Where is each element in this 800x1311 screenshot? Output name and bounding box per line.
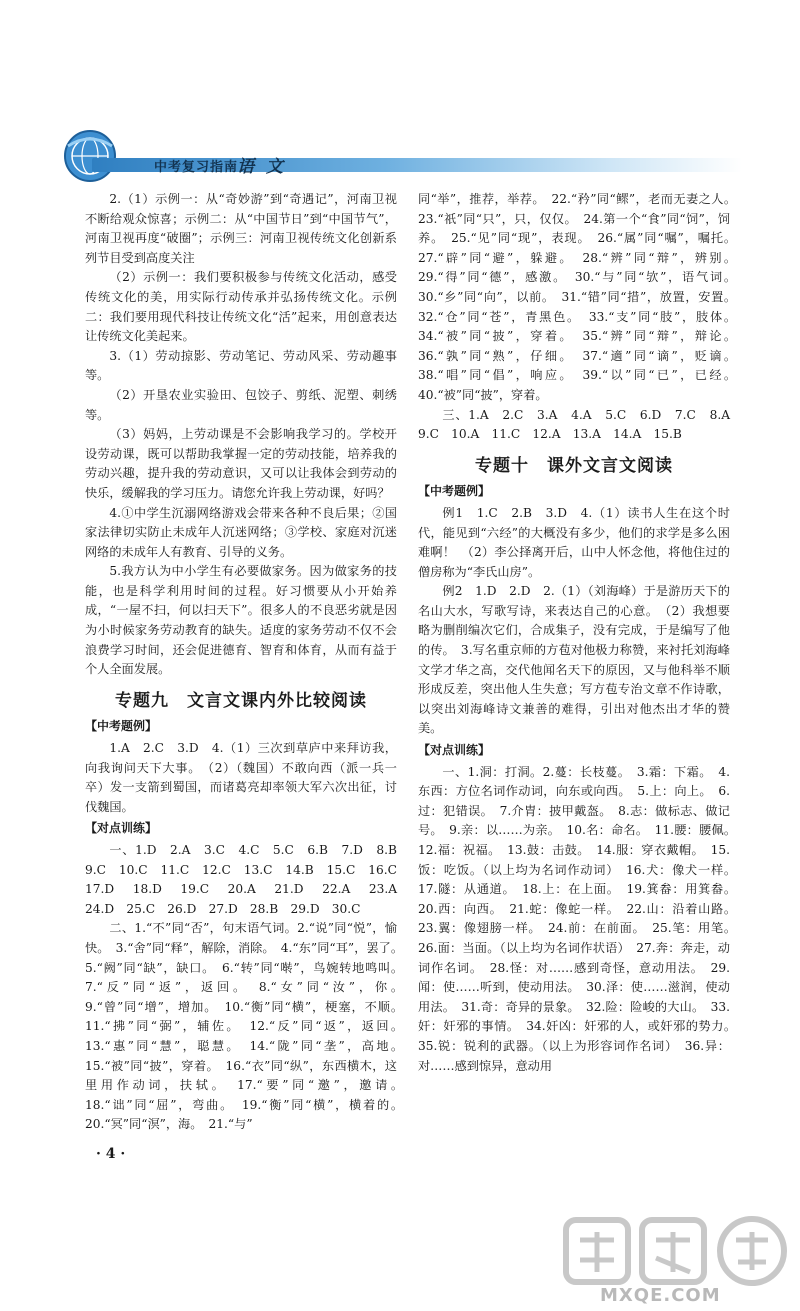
exam-example-label: 【中考题例】 <box>85 719 158 734</box>
answer-paragraph: 5.我方认为中小学生有必要做家务。因为做家务的技能，也是科学利用时间的过程。好习惯要从小开始养成，“一屋不扫，何以扫天下”。很多人的不良恶劣就是因为小时候家务劳动教育的缺失。适度的家务劳动不仅不会浪费学习时间，还会促进德育、智育和体育，从而有益于个人全面发展。 <box>85 564 397 677</box>
training-label: 【对点训练】 <box>85 821 158 836</box>
answer-paragraph: 例1 1.C 2.B 3.D 4.（1）读书人生在这个时代，能见到“六经”的大概没有多少，他们的求学是多么困难啊！ （2）李公择离开后，山中人怀念他，将他住过的僧房称为“李氏山房”。 <box>418 505 730 579</box>
exam-example-label: 【中考题例】 <box>418 484 491 499</box>
answer-paragraph: 二、1.“不”同“否”，句末语气词。2.“说”同“悦”，愉快。 3.“舍”同“释”，解除，消除。 4.“东”同“耳”，罢了。 5.“阙”同“缺”，缺口。 6.“转”同“啭”，鸟婉转地鸣叫。 7.“反”同“返”，返回。 8.“女”同“汝”，你。 9.“曾”同“增”，增加。 10.“衡”同“横”，梗塞，不顺。 11.“拂”同“弼”，辅佐。 12.“反”同“返”，返回。 13.“惠”同“慧”，聪慧。 14.“陇”同“垄”，高地。 15.“被”同“披”，穿着。 16.“衣”同“纵”，东西横木，这里用作动词，扶轼。 17.“要”同“邀”，邀请。 18.“诎”同“屈”，弯曲。 19.“衡”同“横”，横着的。 20.“冥”同“溟”，海。 21.“与” <box>85 921 410 1132</box>
answer-paragraph: （2）示例一：我们要积极参与传统文化活动，感受传统文化的美，用实际行动传承并弘扬传统文化。示例二：我们要用现代科技让传统文化“活”起来，用创意表达让传统文化美起来。 <box>85 270 397 344</box>
answer-paragraph: 一、1.洞：打洞。2.蔓：长枝蔓。 3.霜：下霜。 4.东西：方位名词作动词，向东或向西。 5.上：向上。 6.过：犯错误。 7.介胄：披甲戴盔。 8.志：做标志、做记号。 9.亲：以……为亲。 10.名：命名。 11.腰：腰佩。 12.福：祝福。 13.鼓：击鼓。 14.服：穿衣戴帽。 15.饭：吃饭。（以上均为名词作动词） 16.犬：像犬一样。 17.隧：从通道。 18.上：在上面。 19.箕畚：用箕畚。 20.西：向西。 21.蛇：像蛇一样。 22.山：沿着山路。 23.翼：像翅膀一样。 24.前：在前面。 25.笔：用笔。 26.面：当面。（以上均为名词作状语） 27.奔：奔走，动词作名词。 28.怪：对……感到奇怪，意动用法。 29.闻：使……听到，使动用法。 30.泽：使……滋润，使动用法。 31.奇：奇异的景象。 32.险：险峻的大山。 33.奸：奸邪的事情。 34.奸凶：奸邪的人，或奸邪的势力。 35.锐：锐利的武器。（以上为形容词作名词） 36.异：对……感到惊异，意动用 <box>418 764 743 1073</box>
training-label: 【对点训练】 <box>418 743 491 758</box>
answer-paragraph: 2.（1）示例一：从“奇妙游”到“奇遇记”，河南卫视不断给观众惊喜；示例二：从“中国节日”到“中国节气”，河南卫视再度“破圈”；示例三：河南卫视传统文化创新系列节目受到高度关注 <box>85 192 397 265</box>
answer-paragraph: 三、1.A 2.C 3.A 4.A 5.C 6.D 7.C 8.A 9.C 10.A 11.C 12.A 13.A 14.A 15.B <box>418 407 743 442</box>
book-title: 中考复习指南 <box>154 160 239 175</box>
watermark-url: MXQE.COM <box>600 1285 721 1306</box>
answer-paragraph: 4.①中学生沉溺网络游戏会带来各种不良后果；②国家法律切实防止未成年人沉迷网络；③学校、家庭对沉迷网络的未成年人有教育、引导的义务。 <box>85 505 397 559</box>
answer-paragraph: 一、1.D 2.A 3.C 4.C 5.C 6.B 7.D 8.B 9.C 10.C 11.C 12.C 13.C 14.B 15.C 16.C 17.D 18.D 19.C 20.A 21.D 22.A 23.A 24.D 25.C 26.D 27.D 28.B 29.D 30.C <box>85 843 410 916</box>
book-subject: 语 文 <box>237 157 286 177</box>
section-title: 专题十 课外文言文阅读 <box>475 455 673 476</box>
left-column <box>85 190 410 1135</box>
right-column <box>418 190 743 1076</box>
answer-paragraph: 3.（1）劳动掠影、劳动笔记、劳动风采、劳动趣事等。 <box>85 348 397 383</box>
answer-paragraph: 例2 1.D 2.D 2.（1）（刘海峰）于是游历天下的名山大水，写歌写诗，来表达自己的心意。 （2）我想要略为删削编次它们，合成集子，没有完成，于是编写了他的传。 3.写名重京师的方苞对他极力称赞，来衬托刘海峰文学才华之高，交代他闻名天下的原因，又与他科举不顺形成反差，突出他人生失意；写方苞专治文章不作诗歌，以突出刘海峰诗文兼善的难得，引出对他杰出才华的赞美。 <box>418 584 730 736</box>
page-number: · 4 · <box>96 1146 126 1162</box>
section-title: 专题九 文言文课内外比较阅读 <box>115 690 367 711</box>
answer-paragraph: 1.A 2.C 3.D 4.（1）三次到草庐中来拜访我，向我询问天下大事。 （2）（魏国）不敢向西（派一兵一卒）发一支箭到蜀国，而诸葛亮却率领大军六次出征，讨伐魏国。 <box>85 741 397 814</box>
page-header <box>62 128 742 184</box>
answer-paragraph: 同“举”，推荐，举荐。 22.“矜”同“鳏”，老而无妻之人。 23.“祇”同“只”，只，仅仅。 24.第一个“食”同“饲”，饲养。 25.“见”同“现”，表现。 26.“属”同“嘱”，嘱托。 27.“辟”同“避”，躲避。 28.“辨”同“辩”，辨别。 29.“得”同“德”，感激。 30.“与”同“欤”，语气词。 30.“乡”同“向”，以前。 31.“错”同“措”，放置，安置。 32.“仓”同“苍”，青黑色。 33.“支”同“肢”，肢体。 34.“被”同“披”，穿着。 35.“辨”同“辩”，辩论。 36.“孰”同“熟”，仔细。 37.“適”同“谪”，贬谪。 38.“唱”同“倡”，响应。 39.“以”同“已”，已经。 40.“被”同“披”，穿着。 <box>418 192 743 402</box>
answer-paragraph: （3）妈妈，上劳动课是不会影响我学习的。学校开设劳动课，既可以帮助我掌握一定的劳动技能，培养我的劳动兴趣，提升我的劳动意识，又可以让我体会到劳动的快乐，缓解我的学习压力。请您允许我上劳动课，好吗？ <box>85 427 397 500</box>
globe-logo-icon <box>62 128 118 184</box>
answer-paragraph: （2）开垦农业实验田、包饺子、剪纸、泥塑、刺绣等。 <box>85 387 397 422</box>
